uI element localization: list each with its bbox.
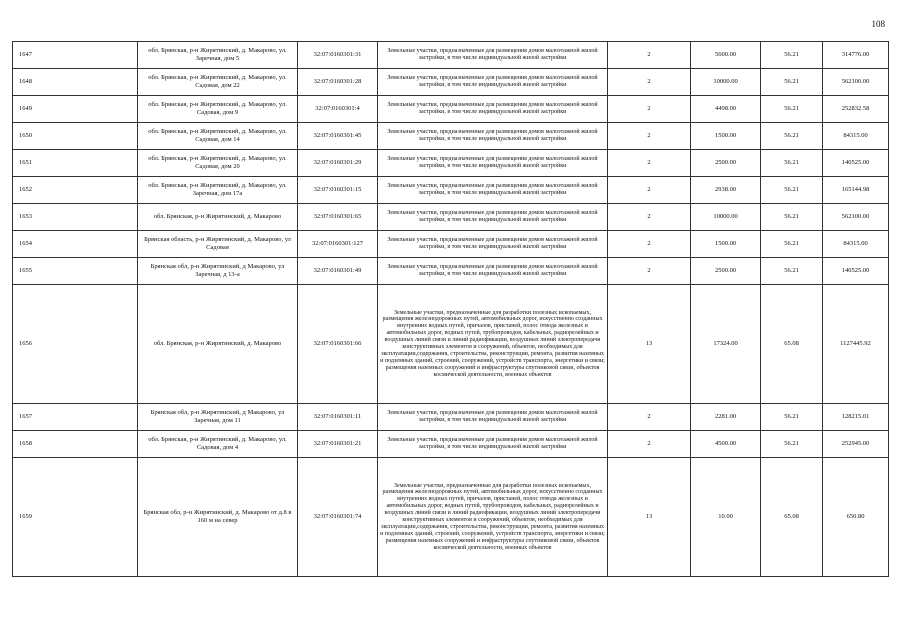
land-purpose-cell: Земельные участки, предназначенные для размещения домов малоэтажной жилой застройки, в том числе индивидуальной жилой застройки (378, 404, 608, 431)
row-number: 1650 (13, 123, 138, 150)
rate-cell: 56.21 (761, 69, 823, 96)
table-row (13, 96, 889, 123)
area-cell: 2281.00 (691, 404, 761, 431)
land-purpose-cell: Земельные участки, предназначенные для размещения домов малоэтажной жилой застройки, в том числе индивидуальной жилой застройки (378, 42, 608, 69)
land-purpose-cell: Земельные участки, предназначенные для размещения домов малоэтажной жилой застройки, в том числе индивидуальной жилой застройки (378, 69, 608, 96)
table-row (13, 431, 889, 458)
table-row (13, 404, 889, 431)
group-code-cell: 13 (608, 285, 691, 404)
row-number: 1649 (13, 96, 138, 123)
group-code-cell: 2 (608, 177, 691, 204)
area-cell: 2500.00 (691, 258, 761, 285)
row-number: 1648 (13, 69, 138, 96)
rate-cell: 56.21 (761, 42, 823, 69)
cadastral-number-cell: 32:07:0160301:66 (298, 285, 378, 404)
row-number: 1657 (13, 404, 138, 431)
group-code-cell: 2 (608, 42, 691, 69)
group-code-cell: 2 (608, 96, 691, 123)
row-number: 1659 (13, 458, 138, 577)
area-cell: 1500.00 (691, 123, 761, 150)
row-number: 1652 (13, 177, 138, 204)
table-row (13, 177, 889, 204)
cadastral-number-cell: 32:07:0160301:127 (298, 231, 378, 258)
area-cell: 4500.00 (691, 431, 761, 458)
cadastral-value-cell: 165144.98 (823, 177, 889, 204)
address-cell: обл. Брянская, р-н Жирятинский, д. Макарово, ул. Садовая, дом 22 (138, 69, 298, 96)
group-code-cell: 2 (608, 123, 691, 150)
group-code-cell: 13 (608, 458, 691, 577)
cadastral-value-cell: 252945.00 (823, 431, 889, 458)
address-cell: обл. Брянская, р-н Жирятинский, д. Макарово, ул. Садовая, дом 14 (138, 123, 298, 150)
rate-cell: 56.21 (761, 204, 823, 231)
group-code-cell: 2 (608, 258, 691, 285)
land-purpose-cell: Земельные участки, предназначенные для размещения домов малоэтажной жилой застройки, в том числе индивидуальной жилой застройки (378, 258, 608, 285)
rate-cell: 65.08 (761, 285, 823, 404)
area-cell: 10000.00 (691, 69, 761, 96)
row-number: 1654 (13, 231, 138, 258)
land-purpose-cell: Земельные участки, предназначенные для размещения домов малоэтажной жилой застройки, в том числе индивидуальной жилой застройки (378, 123, 608, 150)
cadastral-value-cell: 314776.00 (823, 42, 889, 69)
group-code-cell: 2 (608, 404, 691, 431)
table-row (13, 123, 889, 150)
cadastral-value-cell: 650.80 (823, 458, 889, 577)
rate-cell: 56.21 (761, 123, 823, 150)
cadastral-number-cell: 32:07:0160301:15 (298, 177, 378, 204)
cadastral-number-cell: 32:07:0160301:49 (298, 258, 378, 285)
cadastral-table (12, 41, 889, 577)
cadastral-value-cell: 562100.00 (823, 204, 889, 231)
table-row (13, 69, 889, 96)
cadastral-number-cell: 32:07:0160301:29 (298, 150, 378, 177)
area-cell: 4498.00 (691, 96, 761, 123)
row-number: 1653 (13, 204, 138, 231)
cadastral-number-cell: 32:07:0160301:31 (298, 42, 378, 69)
cadastral-value-cell: 128215.01 (823, 404, 889, 431)
address-cell: обл. Брянская, р-н Жирятинский, д. Макарово, ул. Заречная, дом 5 (138, 42, 298, 69)
table-row (13, 258, 889, 285)
rate-cell: 56.21 (761, 150, 823, 177)
cadastral-value-cell: 1127445.92 (823, 285, 889, 404)
land-purpose-cell: Земельные участки, предназначенные для разработки полезных ископаемых, размещения железнодорожных путей, автомобильных дорог, искусственно созданных внутренних водных путей, причалов, пристаней, полос отвода железных и автомобильных дорог, водных путей, трубопроводов, кабельных, радиорелейных и воздушных линий связи и линий радиофикации, воздушных линий электропередачи конструктивных элементов и сооружений, объектов, необходимых для эксплуатации,содержания, строительства, реконструкции, ремонта, развития наземных и подземных зданий, строений, сооружений, устройств транспорта, энергетики и связи; размещения наземных сооружений и инфраструктуры спутниковой связи, объектов космической деятельности, военных объектов (378, 285, 608, 404)
land-purpose-cell: Земельные участки, предназначенные для разработки полезных ископаемых, размещения железнодорожных путей, автомобильных дорог, искусственно созданных внутренних водных путей, причалов, пристаней, полос отвода железных и автомобильных дорог, водных путей, трубопроводов, кабельных, радиорелейных и воздушных линий связи и линий радиофикации, воздушных линий электропередачи конструктивных элементов и сооружений, объектов, необходимых для эксплуатации,содержания, строительства, реконструкции, ремонта, развития наземных и подземных зданий, строений, сооружений, устройств транспорта, энергетики и связи; размещения наземных сооружений и инфраструктуры спутниковой связи, объектов космической деятельности, военных объектов (378, 458, 608, 577)
land-purpose-cell: Земельные участки, предназначенные для размещения домов малоэтажной жилой застройки, в том числе индивидуальной жилой застройки (378, 96, 608, 123)
address-cell: обл. Брянская, р-н Жирятинский, д. Макарово, ул. Садовая, дом 9 (138, 96, 298, 123)
table-row (13, 458, 889, 577)
rate-cell: 56.21 (761, 404, 823, 431)
table-row (13, 285, 889, 404)
land-purpose-cell: Земельные участки, предназначенные для размещения домов малоэтажной жилой застройки, в том числе индивидуальной жилой застройки (378, 177, 608, 204)
row-number: 1658 (13, 431, 138, 458)
row-number: 1656 (13, 285, 138, 404)
cadastral-number-cell: 32:07:0160301:65 (298, 204, 378, 231)
area-cell: 2938.00 (691, 177, 761, 204)
group-code-cell: 2 (608, 431, 691, 458)
rate-cell: 56.21 (761, 231, 823, 258)
rate-cell: 56.21 (761, 96, 823, 123)
address-cell: Брянская область, р-н Жирятинский, д. Макарово, ул Садовая (138, 231, 298, 258)
address-cell: Брянская обл, р-н Жирятинский, д. Макарово от д.8 в 160 м на север (138, 458, 298, 577)
group-code-cell: 2 (608, 204, 691, 231)
land-purpose-cell: Земельные участки, предназначенные для размещения домов малоэтажной жилой застройки, в том числе индивидуальной жилой застройки (378, 150, 608, 177)
cadastral-value-cell: 562100.00 (823, 69, 889, 96)
row-number: 1647 (13, 42, 138, 69)
address-cell: Брянская обл, р-н Жирятинский, д Макарово, ул Заречная, д 13-а (138, 258, 298, 285)
group-code-cell: 2 (608, 231, 691, 258)
cadastral-number-cell: 32:07:0160301:28 (298, 69, 378, 96)
address-cell: обл. Брянская, р-н Жирятинский, д. Макарово, ул. Садовая, дом 20 (138, 150, 298, 177)
row-number: 1655 (13, 258, 138, 285)
address-cell: обл. Брянская, р-н Жирятинский, д. Макарово (138, 204, 298, 231)
group-code-cell: 2 (608, 150, 691, 177)
address-cell: обл. Брянская, р-н Жирятинский, д. Макарово, ул. Заречная, дом 17а (138, 177, 298, 204)
table-row (13, 204, 889, 231)
rate-cell: 56.21 (761, 431, 823, 458)
cadastral-value-cell: 84315.00 (823, 123, 889, 150)
area-cell: 1500.00 (691, 231, 761, 258)
cadastral-number-cell: 32:07:0160301:4 (298, 96, 378, 123)
cadastral-value-cell: 140525.00 (823, 258, 889, 285)
address-cell: Брянская обл, р-н Жирятинский, д Макарово, ул Заречная, дом 11 (138, 404, 298, 431)
area-cell: 10000.00 (691, 204, 761, 231)
cadastral-value-cell: 140525.00 (823, 150, 889, 177)
cadastral-number-cell: 32:07:0160301:21 (298, 431, 378, 458)
address-cell: обл. Брянская, р-н Жирятинский, д. Макарово (138, 285, 298, 404)
row-number: 1651 (13, 150, 138, 177)
area-cell: 5600.00 (691, 42, 761, 69)
area-cell: 17324.00 (691, 285, 761, 404)
cadastral-number-cell: 32:07:0160301:11 (298, 404, 378, 431)
table-row (13, 231, 889, 258)
area-cell: 10.00 (691, 458, 761, 577)
table-row (13, 42, 889, 69)
rate-cell: 56.21 (761, 177, 823, 204)
table-row (13, 150, 889, 177)
page-number: 108 (871, 19, 885, 29)
land-purpose-cell: Земельные участки, предназначенные для размещения домов малоэтажной жилой застройки, в том числе индивидуальной жилой застройки (378, 204, 608, 231)
group-code-cell: 2 (608, 69, 691, 96)
cadastral-value-cell: 252832.58 (823, 96, 889, 123)
rate-cell: 65.08 (761, 458, 823, 577)
address-cell: обл. Брянская, р-н Жирятинский, д. Макарово, ул. Садовая, дом 4 (138, 431, 298, 458)
cadastral-number-cell: 32:07:0160301:74 (298, 458, 378, 577)
land-purpose-cell: Земельные участки, предназначенные для размещения домов малоэтажной жилой застройки, в том числе индивидуальной жилой застройки (378, 431, 608, 458)
area-cell: 2500.00 (691, 150, 761, 177)
land-purpose-cell: Земельные участки, предназначенные для размещения домов малоэтажной жилой застройки, в том числе индивидуальной жилой застройки (378, 231, 608, 258)
cadastral-number-cell: 32:07:0160301:45 (298, 123, 378, 150)
rate-cell: 56.21 (761, 258, 823, 285)
cadastral-value-cell: 84315.00 (823, 231, 889, 258)
